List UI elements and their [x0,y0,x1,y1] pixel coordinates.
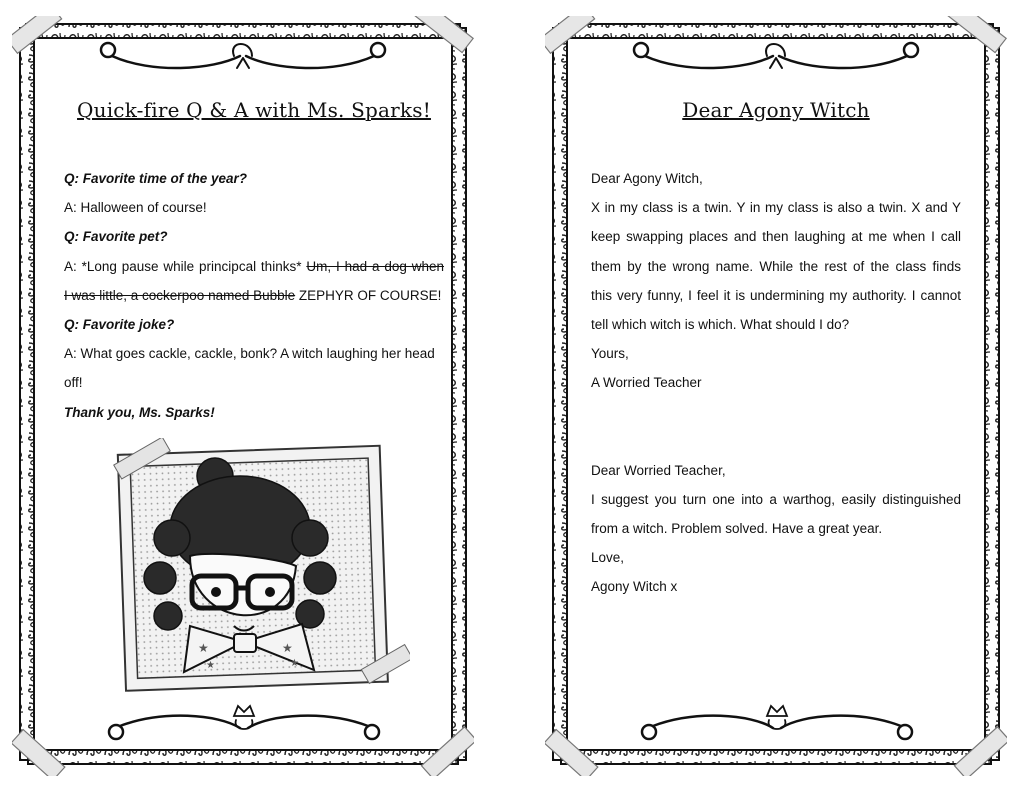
reply-signature: Agony Witch x [591,579,678,595]
question-1: Q: Favorite time of the year? [64,171,248,186]
answer-2-struck-text-2: I was little, a cockerpoo named Bubble [64,287,296,303]
page-title: Dear Agony Witch [682,98,870,122]
question-3: Q: Favorite joke? [64,317,175,333]
question-2: Q: Favorite pet? [64,229,168,245]
answer-2-line-1 [64,252,444,281]
bottom-flourish [109,706,379,739]
reply-greeting: Dear Worried Teacher, [591,462,726,478]
answer-2-line-2 [64,281,444,310]
top-flourish [101,43,385,68]
svg-text:★: ★ [282,641,293,655]
reply-line-2: from a witch. Problem solved. Have a great year. [591,521,883,537]
closing-thanks: Thank you, Ms. Sparks! [64,404,215,420]
answer-2-prefix: A: *Long pause while principcal thinks* [64,258,302,274]
qa-list [64,164,444,427]
left-page [12,16,474,776]
answer-3-line-2: off! [64,375,83,391]
top-flourish [634,43,918,68]
svg-text:★: ★ [198,641,209,655]
svg-text:★: ★ [206,660,215,671]
answer-1: A: Halloween of course! [64,200,207,216]
letter-line-2: keep swapping places and then laughing at me when I call [591,229,961,245]
letter-signature: A Worried Teacher [591,375,702,391]
letter-line-3: them by the wrong name. While the rest of the class finds [591,258,961,274]
page-title: Quick-fire Q & A with Ms. Sparks! [77,98,431,122]
reply-line-1: I suggest you turn one into a warthog, easily distinguished [591,491,961,507]
answer-2-struck-text: Um, I had a dog when [306,258,444,274]
answer-2-suffix: ZEPHYR OF COURSE! [298,287,442,303]
letter [591,164,961,602]
letter-line-5: tell which witch is which. What should I do? [591,317,850,333]
letter-signoff: Yours, [591,346,629,362]
answer-3-line-1: A: What goes cackle, cackle, bonk? A witch laughing her head [64,346,435,362]
ms-sparks-portrait [110,438,410,708]
paragraph-gap [591,398,961,456]
svg-text:★: ★ [290,658,299,669]
letter-line-4: this very funny, I feel it is undermining my authority. I cannot [591,287,961,303]
bottom-flourish [642,706,912,739]
right-page [545,16,1007,776]
reply-signoff: Love, [591,550,625,566]
letter-line-1: X in my class is a twin. Y in my class is also a twin. X and Y [591,200,961,216]
letter-greeting: Dear Agony Witch, [591,171,703,186]
